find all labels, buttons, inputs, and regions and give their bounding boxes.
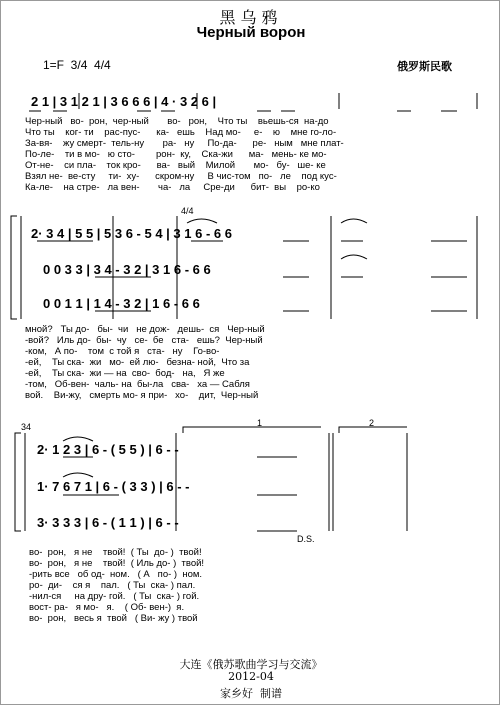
system1-lyric-line-4: По-ле- ти в мо- ю сто- рон- ку, Ска-жи ма- мень- ке мо-: [25, 149, 327, 160]
dal-segno: D.S.: [297, 534, 315, 544]
system2-lyric-line-5: -ей, Ты ска- жи — на сво- бод- на, Я же: [25, 368, 225, 379]
system2-voice2: 0 0 3 3 | 3 4 - 3 2 | 3 1 6 - 6 6: [43, 262, 211, 277]
system1-lyric-line-2: Что ты ког- ти рас-пус- ка- ешь Над мо- е- ю мне го-ло-: [25, 127, 337, 138]
time-change-4-4: 4/4: [181, 206, 194, 216]
title-russian: Черный ворон: [196, 24, 306, 41]
footer-date: 2012-04: [228, 670, 274, 683]
system1-lyric-line-3: За-вя- жу смерт- тель-ну ра- ну По-да- ре- ным мне плат-: [25, 138, 344, 149]
system2-lyric-line-2: -вой? Иль до- бы- чу се- бе ста- ешь? Чер-ный: [25, 335, 263, 346]
system3-lyric-line-3: -рить все об од- ном. ( А по- ) ном.: [29, 569, 203, 580]
volta-2: 2: [369, 418, 375, 428]
system3-lyric-line-5: -нил-ся на дру- гой. ( Ты ска- ) гой.: [29, 591, 200, 602]
system1-lyric-line-7: Ка-ле- на стре- ла вен- ча- ла Сре-ди бит- вы ро-ко: [25, 182, 320, 193]
system2-voice1: 2· 3 4 | 5 5 | 5 3 6 - 5 4 | 3 1 6 - 6 6: [31, 226, 232, 241]
key-time-signature: 1=F 3/4 4/4: [43, 58, 111, 72]
system2-lyric-line-1: мной? Ты до- бы- чи не дож- дешь- ся Чер-ный: [25, 324, 265, 335]
system3-lyric-line-6: вост- ра- я мо- я. ( Об- вен-) я.: [29, 602, 185, 613]
system2-lyric-line-7: вой. Ви-жу, смерть мо- я при- хо- дит, Чер-ный: [25, 390, 259, 401]
system1-lyric-line-1: Чер-ный во- рон, чер-ный во- рон, Что ты вьешь-ся на-до: [25, 116, 329, 127]
system1-melody: 2 1 | 3 1 2 1 | 3 6 6 6 | 4 · 3 2 6 |: [31, 94, 217, 109]
song-origin: 俄罗斯民歌: [397, 60, 452, 73]
footer-source: 大连《俄苏歌曲学习与交流》: [179, 658, 323, 671]
system3-lyric-line-4: ро- ди- ся я пал. ( Ты ска- ) пал.: [29, 580, 196, 591]
system3-voice3: 3· 3 3 3 | 6 - ( 1 1 ) | 6 - -: [37, 515, 179, 530]
volta-1: 1: [257, 418, 263, 428]
system3-lyric-line-7: во- рон, весь я твой ( Ви- жу ) твой: [29, 613, 198, 624]
system3-lyric-line-2: во- рон, я не твой! ( Иль до- ) твой!: [29, 558, 205, 569]
system3-voice1: 2· 1 2 3 | 6 - ( 5 5 ) | 6 - -: [37, 442, 179, 457]
system2-lyric-line-6: -том, Об-вен- чаль- на бы-ла сва- ха — Сабля: [25, 379, 250, 390]
system3-lyric-line-1: во- рон, я не твой! ( Ты до- ) твой!: [29, 547, 202, 558]
system2-lyric-line-4: -ей, Ты ска- жи мо- ей лю- безна- ной, Что за: [25, 357, 250, 368]
title-chinese: 黑乌鸦: [219, 8, 283, 27]
system2-voice3: 0 0 1 1 | 1 4 - 3 2 | 1 6 - 6 6: [43, 296, 200, 311]
system3-voice2: 1· 7 6 7 1 | 6 - ( 3 3 ) | 6 - -: [37, 479, 190, 494]
system1-lyric-line-5: От-не- си пла- ток кро- ва- вый Милой мо- бу- ше- ке: [25, 160, 326, 171]
measure-number: 34: [21, 422, 32, 432]
footer-credit: 家乡好 制谱: [220, 687, 282, 700]
system1-lyric-line-6: Взял не- ве-сту ти- ху- скром-ну В чис-том по- ле под кус-: [25, 171, 337, 182]
system2-lyric-line-3: -ком, А по- том с той я ста- ну Го-во-: [25, 346, 220, 357]
